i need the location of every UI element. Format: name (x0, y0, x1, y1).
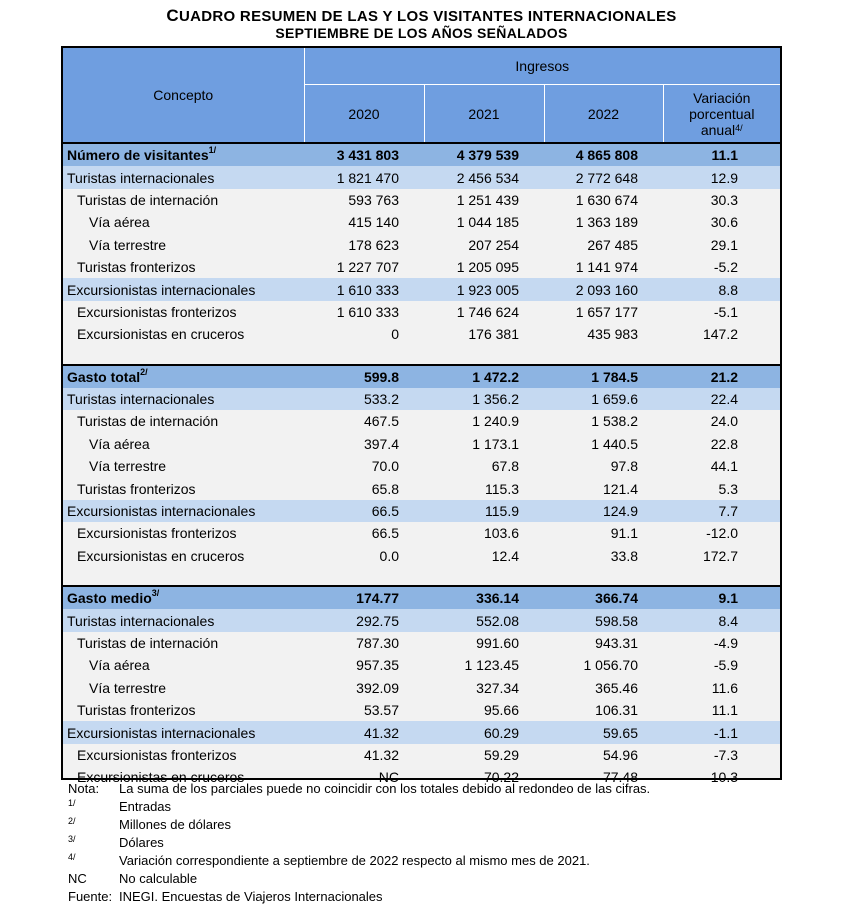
cell-2020: 0.0 (379, 547, 399, 564)
cell-2020: 65.8 (371, 480, 399, 497)
cell-2020: 41.32 (304, 721, 424, 743)
row-label: Excursionistas fronterizos (77, 303, 237, 320)
cell-2021: 1 044 185 (456, 214, 519, 231)
cell-2022: 54.96 (602, 746, 638, 763)
cell-variacion: 9.1 (663, 586, 780, 609)
cell-2022: 2 093 160 (544, 278, 663, 300)
cell-variacion: 24.0 (710, 413, 739, 430)
table-row (63, 189, 780, 211)
cell-concepto (63, 744, 304, 766)
row-label: Excursionistas internacionales (67, 281, 256, 298)
cell-2021: 103.6 (483, 525, 519, 542)
cell-variacion: 5.3 (718, 480, 739, 497)
cell-2022: 33.8 (610, 547, 638, 564)
section-spacer (63, 567, 780, 586)
row-label: Vía terrestre (89, 679, 167, 696)
table-row (63, 410, 780, 432)
table-header (63, 48, 780, 143)
cell-variacion: -4.9 (713, 635, 739, 651)
cell-2021: 70.22 (483, 769, 519, 786)
cell-2022: 1 659.6 (544, 388, 663, 410)
total-row (63, 586, 780, 609)
cell-variacion: 172.7 (702, 547, 739, 564)
row-label: Turistas fronterizos (77, 259, 196, 276)
cell-2022: 106.31 (595, 702, 638, 719)
row-label: Vía terrestre (89, 236, 167, 253)
cell-variacion: -7.3 (713, 746, 739, 763)
cell-concepto (63, 143, 304, 166)
cell-2020: 70.0 (371, 458, 399, 475)
cell-2021: 1 746 624 (456, 303, 519, 320)
cell-variacion: 22.4 (663, 388, 780, 410)
row-label: Turistas internacionales (67, 612, 215, 629)
row-label: Turistas fronterizos (77, 480, 196, 497)
cell-2021: 67.8 (491, 458, 519, 475)
note-key: Nota: (68, 781, 100, 796)
cell-2022: 121.4 (602, 480, 638, 497)
row-label: Turistas de internación (77, 191, 219, 208)
header-2022: 2022 (544, 85, 663, 144)
cell-concepto (63, 721, 304, 743)
cell-2020: 392.09 (356, 679, 399, 696)
cell-2020: 178 623 (348, 236, 399, 253)
cell-concepto (63, 166, 304, 188)
row-label: Turistas de internación (77, 635, 219, 651)
cell-concepto (63, 365, 304, 388)
cell-2022: 365.46 (595, 679, 638, 696)
note-text: INEGI. Encuestas de Viajeros Internacionales (119, 889, 383, 904)
note-text: Millones de dólares (119, 817, 232, 832)
cell-2022: 1 657 177 (575, 303, 638, 320)
table-row (63, 500, 780, 522)
note-text: Entradas (119, 799, 172, 814)
table-row (63, 721, 780, 743)
row-label: Excursionistas internacionales (67, 503, 256, 520)
cell-2021: 1 356.2 (424, 388, 544, 410)
row-label: Excursionistas fronterizos (77, 525, 237, 542)
row-label: Turistas de internación (77, 413, 219, 430)
row-label: Número de visitantes (67, 147, 209, 164)
cell-2021: 95.66 (483, 702, 519, 719)
cell-2020: 292.75 (304, 609, 424, 631)
cell-variacion: 8.4 (663, 609, 780, 631)
table-subtitle: SEPTIEMBRE DE LOS AÑOS SEÑALADOS (275, 25, 568, 41)
table-row (63, 301, 780, 323)
cell-2020: 397.4 (363, 435, 399, 452)
row-label: Turistas fronterizos (77, 702, 196, 719)
row-label: Gasto medio (67, 590, 152, 607)
cell-variacion: -5.9 (713, 657, 739, 674)
cell-2022: 1 056.70 (583, 657, 638, 674)
cell-2020: 787.30 (356, 635, 399, 651)
cell-concepto (63, 500, 304, 522)
cell-2022: 267 485 (587, 236, 638, 253)
cell-2020: 53.57 (363, 702, 399, 719)
row-label: Gasto total (67, 368, 141, 385)
cell-variacion: 29.1 (710, 236, 739, 253)
note-key: 1/ (68, 798, 76, 808)
section-spacer (63, 346, 780, 365)
table-row (63, 256, 780, 278)
table-row (63, 323, 780, 345)
note-key: 3/ (68, 834, 76, 844)
cell-2022: 1 363 189 (575, 214, 638, 231)
header-2021: 2021 (424, 85, 544, 144)
note-text: Variación correspondiente a septiembre de 2022 respecto al mismo mes de 2021. (119, 853, 590, 868)
cell-concepto (63, 410, 304, 432)
cell-2022: 1 141 974 (575, 259, 638, 276)
row-label: Turistas internacionales (67, 169, 215, 186)
cell-2021: 176 381 (468, 326, 519, 343)
cell-2022: 77.48 (602, 769, 638, 786)
cell-2022: 91.1 (610, 525, 638, 542)
cell-2022: 1 538.2 (591, 413, 638, 430)
cell-2021: 115.9 (424, 500, 544, 522)
table-row (63, 211, 780, 233)
cell-2020: 174.77 (304, 586, 424, 609)
cell-2020: 957.35 (356, 657, 399, 674)
cell-2021: 115.3 (485, 480, 519, 497)
row-label: Excursionistas internacionales (67, 724, 256, 741)
table-row (63, 166, 780, 188)
header-2020: 2020 (304, 85, 424, 144)
cell-variacion: -12.0 (706, 525, 739, 542)
variacion-line2: porcentual (689, 105, 755, 122)
cell-concepto (63, 477, 304, 499)
cell-concepto (63, 699, 304, 721)
cell-concepto (63, 522, 304, 544)
cell-2021: 1 472.2 (424, 365, 544, 388)
cell-2021: 1 251 439 (456, 191, 519, 208)
cell-variacion: -5.2 (713, 259, 739, 276)
cell-variacion: -5.1 (713, 303, 739, 320)
header-ingresos: Ingresos (304, 48, 780, 85)
variacion-line1: Variación (693, 89, 751, 106)
cell-2020: 1 821 470 (304, 166, 424, 188)
total-row (63, 365, 780, 388)
row-label: Excursionistas en cruceros (77, 547, 245, 564)
table-body (63, 143, 780, 789)
cell-variacion: 8.8 (663, 278, 780, 300)
cell-2020: 1 227 707 (336, 259, 399, 276)
cell-2022: 1 630 674 (575, 191, 638, 208)
cell-2021: 327.34 (476, 679, 519, 696)
cell-concepto (63, 278, 304, 300)
cell-variacion: 11.1 (663, 143, 780, 166)
row-footnote-sup: 2/ (140, 366, 148, 377)
row-footnote-sup: 1/ (208, 145, 217, 156)
cell-2020: NC (378, 769, 399, 786)
table-title-line1 (0, 6, 843, 26)
cell-2022: 435 983 (587, 326, 638, 343)
cell-2021: 207 254 (468, 236, 519, 253)
cell-2022: 97.8 (610, 458, 638, 475)
cell-2022: 2 772 648 (544, 166, 663, 188)
cell-2020: 0 (391, 326, 399, 343)
cell-variacion: 10.3 (710, 769, 739, 786)
row-label: Turistas internacionales (67, 391, 215, 408)
row-label: Excursionistas fronterizos (77, 746, 237, 763)
cell-concepto (63, 323, 304, 345)
table-row (63, 677, 780, 699)
summary-table (63, 48, 780, 789)
note-key: Fuente: (68, 889, 113, 904)
row-label: Vía terrestre (89, 458, 167, 475)
cell-2022: 59.65 (544, 721, 663, 743)
cell-concepto (63, 256, 304, 278)
row-label: Vía aérea (89, 657, 150, 674)
table-row (63, 522, 780, 544)
table-row (63, 545, 780, 567)
cell-variacion: 30.3 (710, 191, 739, 208)
cell-2020: 593 763 (348, 191, 399, 208)
cell-2021: 12.4 (491, 547, 519, 564)
row-footnote-sup: 3/ (151, 588, 160, 599)
cell-2022: 943.31 (595, 635, 638, 651)
note-text: Dólares (119, 835, 164, 850)
cell-2021: 991.60 (476, 635, 519, 651)
cell-2021: 4 379 539 (424, 143, 544, 166)
cell-2020: 1 610 333 (336, 303, 399, 320)
cell-2021: 1 923 005 (424, 278, 544, 300)
cell-2022: 366.74 (544, 586, 663, 609)
variacion-sup: 4/ (735, 122, 743, 133)
header-variacion (663, 85, 780, 144)
cell-2022: 1 440.5 (591, 435, 638, 452)
cell-2022: 4 865 808 (544, 143, 663, 166)
cell-concepto (63, 301, 304, 323)
cell-2022: 124.9 (544, 500, 663, 522)
cell-2020: 467.5 (363, 413, 399, 430)
table-row (63, 455, 780, 477)
note-key: NC (68, 871, 87, 886)
cell-concepto (63, 654, 304, 676)
cell-2020: 533.2 (304, 388, 424, 410)
cell-concepto (63, 388, 304, 410)
note-text: La suma de los parciales puede no coincidir con los totales debido al redondeo de las cifras. (119, 781, 651, 796)
cell-variacion: 30.6 (710, 214, 739, 231)
title-rest: UADRO RESUMEN DE LAS Y LOS VISITANTES INTERNACIONALES (178, 8, 677, 25)
cell-2020: 66.5 (371, 525, 399, 542)
cell-concepto (63, 609, 304, 631)
cell-concepto (63, 234, 304, 256)
table-row (63, 654, 780, 676)
cell-2020: 41.32 (363, 746, 399, 763)
row-label: Excursionistas en cruceros (77, 769, 245, 786)
table-row (63, 388, 780, 410)
cell-variacion: 11.1 (711, 702, 739, 719)
cell-variacion: 22.8 (710, 435, 739, 452)
cell-variacion: 21.2 (663, 365, 780, 388)
cell-2021: 59.29 (483, 746, 519, 763)
cell-2020: 66.5 (304, 500, 424, 522)
title-initial: C (166, 6, 179, 25)
cell-variacion: 147.2 (702, 326, 739, 343)
table-row (63, 433, 780, 455)
cell-concepto (63, 189, 304, 211)
cell-variacion: 44.1 (710, 458, 739, 475)
cell-concepto (63, 632, 304, 654)
cell-variacion: 12.9 (663, 166, 780, 188)
note-key: 2/ (68, 816, 76, 826)
table-row (63, 744, 780, 766)
cell-variacion: 7.7 (663, 500, 780, 522)
table-row (63, 632, 780, 654)
cell-2021: 1 240.9 (472, 413, 519, 430)
cell-2021: 1 173.1 (472, 435, 519, 452)
cell-concepto (63, 545, 304, 567)
header-concepto: Concepto (63, 48, 304, 143)
cell-2020: 415 140 (348, 214, 399, 231)
cell-2021: 1 123.45 (464, 657, 519, 674)
cell-variacion: 11.6 (711, 679, 739, 696)
table-row (63, 477, 780, 499)
summary-table-frame (61, 46, 782, 786)
cell-variacion: -1.1 (663, 721, 780, 743)
cell-2021: 552.08 (424, 609, 544, 631)
cell-2021: 60.29 (424, 721, 544, 743)
table-row (63, 699, 780, 721)
cell-concepto (63, 586, 304, 609)
cell-2020: 1 610 333 (304, 278, 424, 300)
cell-concepto (63, 677, 304, 699)
cell-concepto (63, 455, 304, 477)
note-key: 4/ (68, 852, 76, 862)
cell-2020: 599.8 (304, 365, 424, 388)
table-row (63, 609, 780, 631)
row-label: Excursionistas en cruceros (77, 326, 245, 343)
table-row (63, 278, 780, 300)
cell-2022: 1 784.5 (544, 365, 663, 388)
row-label: Vía aérea (89, 214, 150, 231)
cell-2021: 1 205 095 (456, 259, 519, 276)
cell-2020: 3 431 803 (304, 143, 424, 166)
note-text: No calculable (119, 871, 198, 886)
cell-2021: 2 456 534 (424, 166, 544, 188)
cell-concepto (63, 211, 304, 233)
cell-2022: 598.58 (544, 609, 663, 631)
table-row (63, 234, 780, 256)
cell-concepto (63, 433, 304, 455)
variacion-line3: anual (700, 121, 736, 138)
total-row (63, 143, 780, 166)
cell-2021: 336.14 (424, 586, 544, 609)
row-label: Vía aérea (89, 435, 150, 452)
